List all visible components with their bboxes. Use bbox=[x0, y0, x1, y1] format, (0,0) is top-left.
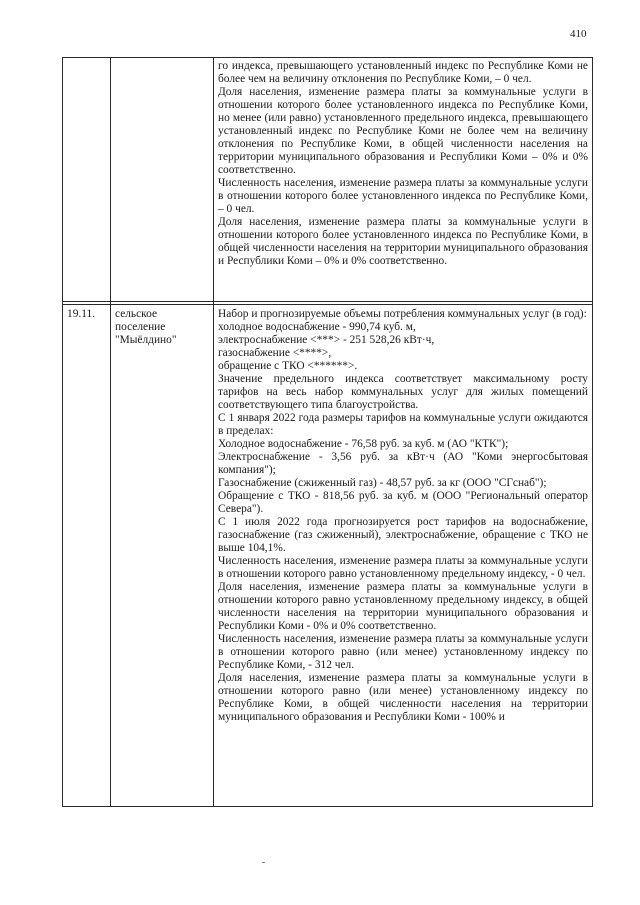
paragraph: Доля населения, изменение размера платы за коммунальные услуги в отношении которого более установленного индекса по Республике Коми, в общей численности населения на территории муниципального образования и Республики Коми – 0% и 0% соответственно. bbox=[218, 216, 588, 267]
paragraph: Доля населения, изменение размера платы за коммунальные услуги в отношении которого равно (или менее) установленному индексу по Республике Коми, в общей численности населения на территории муниципального образования и Республики Коми - 100% и bbox=[218, 672, 588, 723]
paragraph: го индекса, превышающего установленный индекс по Республике Коми не более чем на величину отклонения по Республике Коми, – 0 чел. bbox=[218, 60, 588, 85]
row-number-cell: 19.11. bbox=[63, 305, 111, 807]
paragraph: Набор и прогнозируемые объемы потребления коммунальных услуг (в год): bbox=[218, 308, 587, 320]
paragraph: Численность населения, изменение размера платы за коммунальные услуги в отношении которого равно (или менее) установленному индексу по Республике Коми, - 312 чел. bbox=[218, 633, 588, 671]
scan-speck bbox=[262, 862, 265, 863]
paragraph: С 1 января 2022 года размеры тарифов на коммунальные услуги ожидаются в пределах: bbox=[218, 412, 588, 437]
document-table bbox=[62, 57, 593, 807]
paragraph: Газоснабжение (сжиженный газ) - 48,57 руб. за кг (ООО "СГснаб"); bbox=[218, 477, 547, 489]
paragraph: Доля населения, изменение размера платы за коммунальные услуги в отношении которого более установленного индекса по Республике Коми, но менее (или равно) установленного предельного индекса, превышающего установленный индекс по Республике Коми не более чем на величину отклонения по Республике Коми, в общей численности населения на территории муниципального образования и Республики Коми – 0% и 0% соответственно. bbox=[218, 86, 588, 176]
paragraph: обращение с ТКО <******>. bbox=[218, 360, 358, 372]
paragraph: электроснабжение <***> - 251 528,26 кВт·ч, bbox=[218, 334, 435, 346]
settlement-name-cell: сельское поселение "Мыёлдино" bbox=[111, 305, 214, 807]
page-number: 410 bbox=[570, 28, 587, 40]
paragraph: С 1 июля 2022 года прогнозируется рост тарифов на водоснабжение, газоснабжение (газ сжиженный), электроснабжение, обращение с ТКО не выше 104,1%. bbox=[218, 516, 588, 554]
paragraph: Численность населения, изменение размера платы за коммунальные услуги в отношении которого равно установленному предельному индексу, - 0 чел. bbox=[218, 555, 588, 580]
paragraph: Численность населения, изменение размера платы за коммунальные услуги в отношении которого более установленного индекса по Республике Коми, – 0 чел. bbox=[218, 177, 588, 215]
table-row-continued bbox=[63, 58, 593, 302]
paragraph: газоснабжение <****>, bbox=[218, 347, 332, 359]
paragraph: Электроснабжение - 3,56 руб. за кВт·ч (АО "Коми энергосбытовая компания"); bbox=[218, 451, 588, 476]
table-row-19-11 bbox=[63, 305, 593, 807]
row-number-cell bbox=[63, 58, 111, 302]
settlement-name-cell bbox=[111, 58, 214, 302]
paragraph: Обращение с ТКО - 818,56 руб. за куб. м (ООО "Региональный оператор Севера"). bbox=[218, 490, 588, 515]
paragraph: холодное водоснабжение - 990,74 куб. м, bbox=[218, 321, 416, 333]
description-cell bbox=[214, 58, 593, 302]
paragraph: Холодное водоснабжение - 76,58 руб. за куб. м (АО "КТК"); bbox=[218, 438, 509, 450]
description-cell bbox=[214, 305, 593, 807]
paragraph: Значение предельного индекса соответствует максимальному росту тарифов на весь набор коммунальных услуг для жилых помещений соответствующего типа благоустройства. bbox=[218, 373, 588, 411]
paragraph: Доля населения, изменение размера платы за коммунальные услуги в отношении которого равно установленному предельному индексу, в общей численности населения на территории муниципального образования и Республики Коми - 0% и 0% соответственно. bbox=[218, 581, 588, 632]
